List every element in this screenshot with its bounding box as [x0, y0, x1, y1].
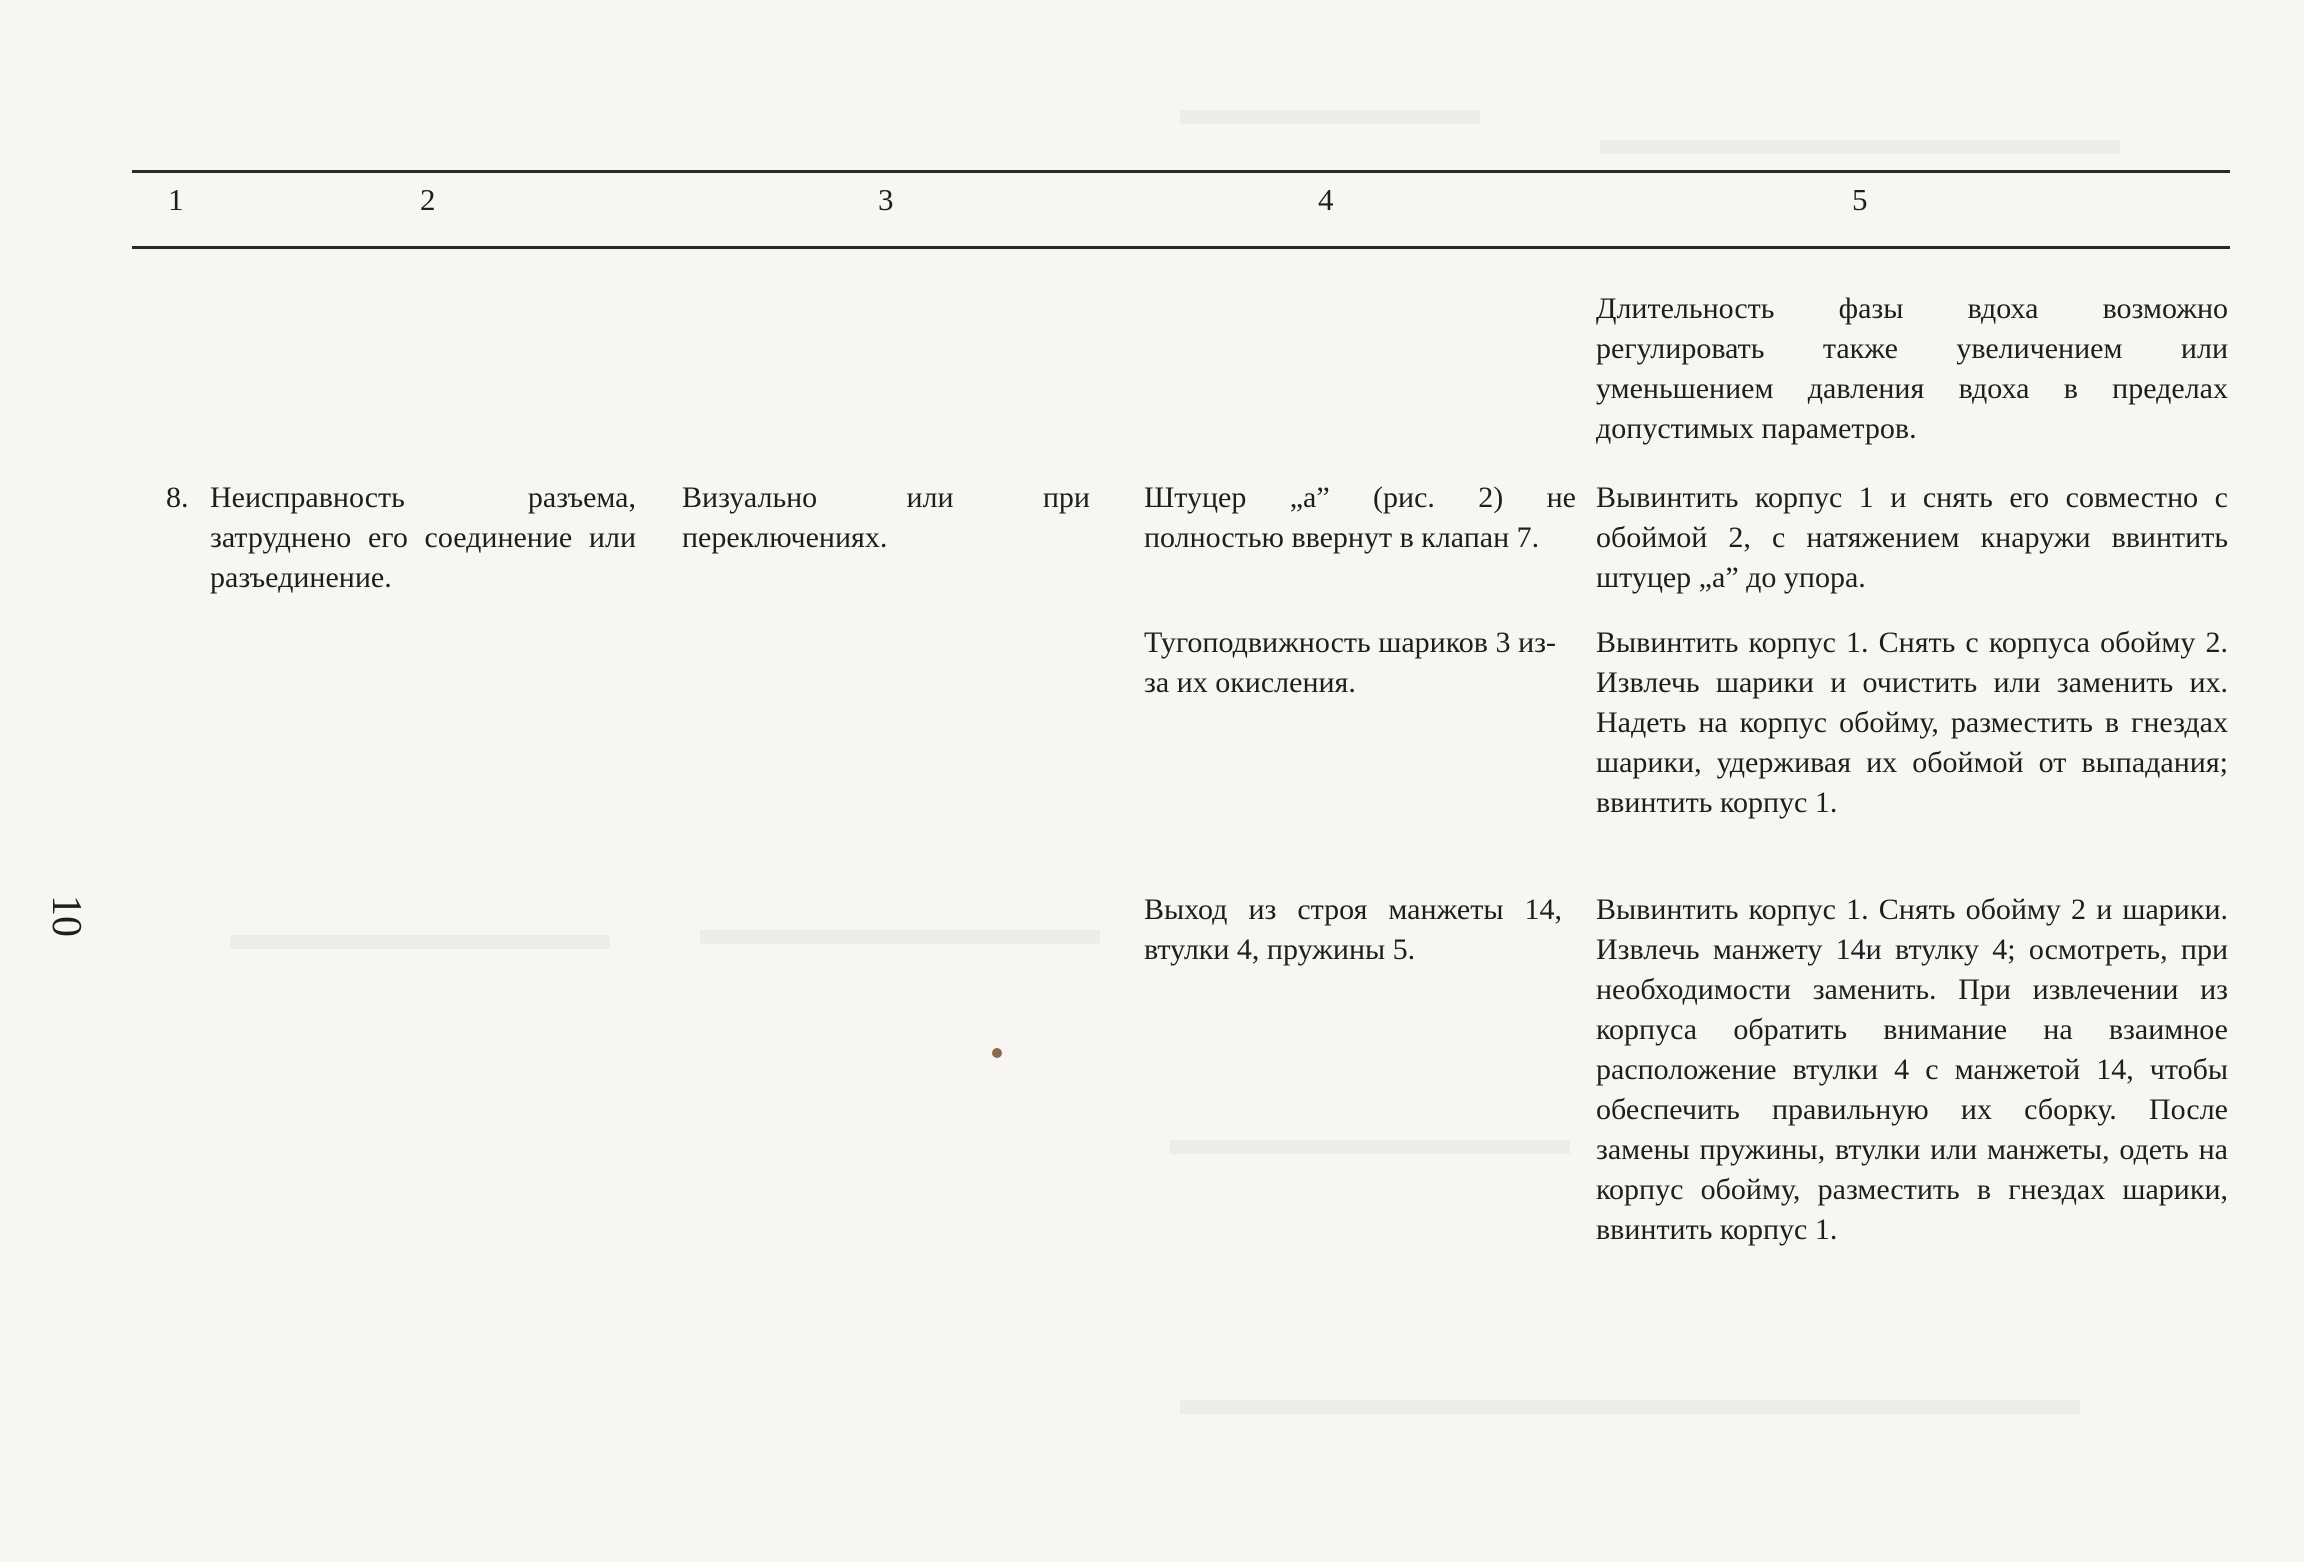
table-top-rule	[132, 170, 2230, 173]
cause-text: Тугоподвижность шариков 3 из-за их окисления.	[1144, 626, 1556, 699]
column-header-5: 5	[1852, 182, 1868, 217]
remedy-text: Вывинтить корпус 1. Снять с корпуса обойму 2. Извлечь шарики и очистить или заменить их. Надеть на корпус обойму, разместить в гнездах шарики, удерживая их обоймой от выпадания; ввинтить корпус 1.	[1596, 626, 2228, 819]
bleed-through-mark	[1600, 140, 2120, 154]
column-header-4: 4	[1318, 182, 1334, 217]
table-header-rule	[132, 246, 2230, 249]
paper-speck	[992, 1048, 1002, 1058]
remedy-text: Длительность фазы вдоха возможно регулировать также увеличением или уменьшением давления вдоха в пределах допустимых параметров.	[1596, 292, 2228, 445]
remedy-text: Вывинтить корпус 1 и снять его совместно с обоймой 2, с натяжением кнаружи ввинтить штуцер „а” до упора.	[1596, 481, 2228, 594]
remedy-text: Вывинтить корпус 1. Снять обойму 2 и шарики. Извлечь манжету 14и втулку 4; осмотреть, при необходимости заменить. При извлечении из корпуса обратить внимание на взаимное расположение втулки 4 с манжетой 14, чтобы обеспечить правильную их сборку. После замены пружины, втулки или манжеты, одеть на корпус обойму, разместить в гнездах шарики, ввинтить корпус 1.	[1596, 893, 2228, 1246]
row-number: 8.	[166, 481, 189, 514]
bleed-through-mark	[230, 935, 610, 949]
page-number: 10	[43, 895, 89, 937]
column-header-2: 2	[420, 182, 436, 217]
column-header-3: 3	[878, 182, 894, 217]
bleed-through-mark	[1180, 110, 1480, 124]
bleed-through-mark	[1180, 1400, 2080, 1414]
cause-text: Выход из строя манжеты 14, втулки 4, пружины 5.	[1144, 893, 1562, 966]
column-header-1: 1	[168, 182, 184, 217]
bleed-through-mark	[1170, 1140, 1570, 1154]
cause-text: Штуцер „а” (рис. 2) не полностью ввернут в клапан 7.	[1144, 481, 1576, 554]
bleed-through-mark	[700, 930, 1100, 944]
fault-text: Неисправность разъема, затруднено его соединение или разъединение.	[210, 481, 636, 594]
detection-text: Визуально или при переключениях.	[682, 481, 1090, 554]
